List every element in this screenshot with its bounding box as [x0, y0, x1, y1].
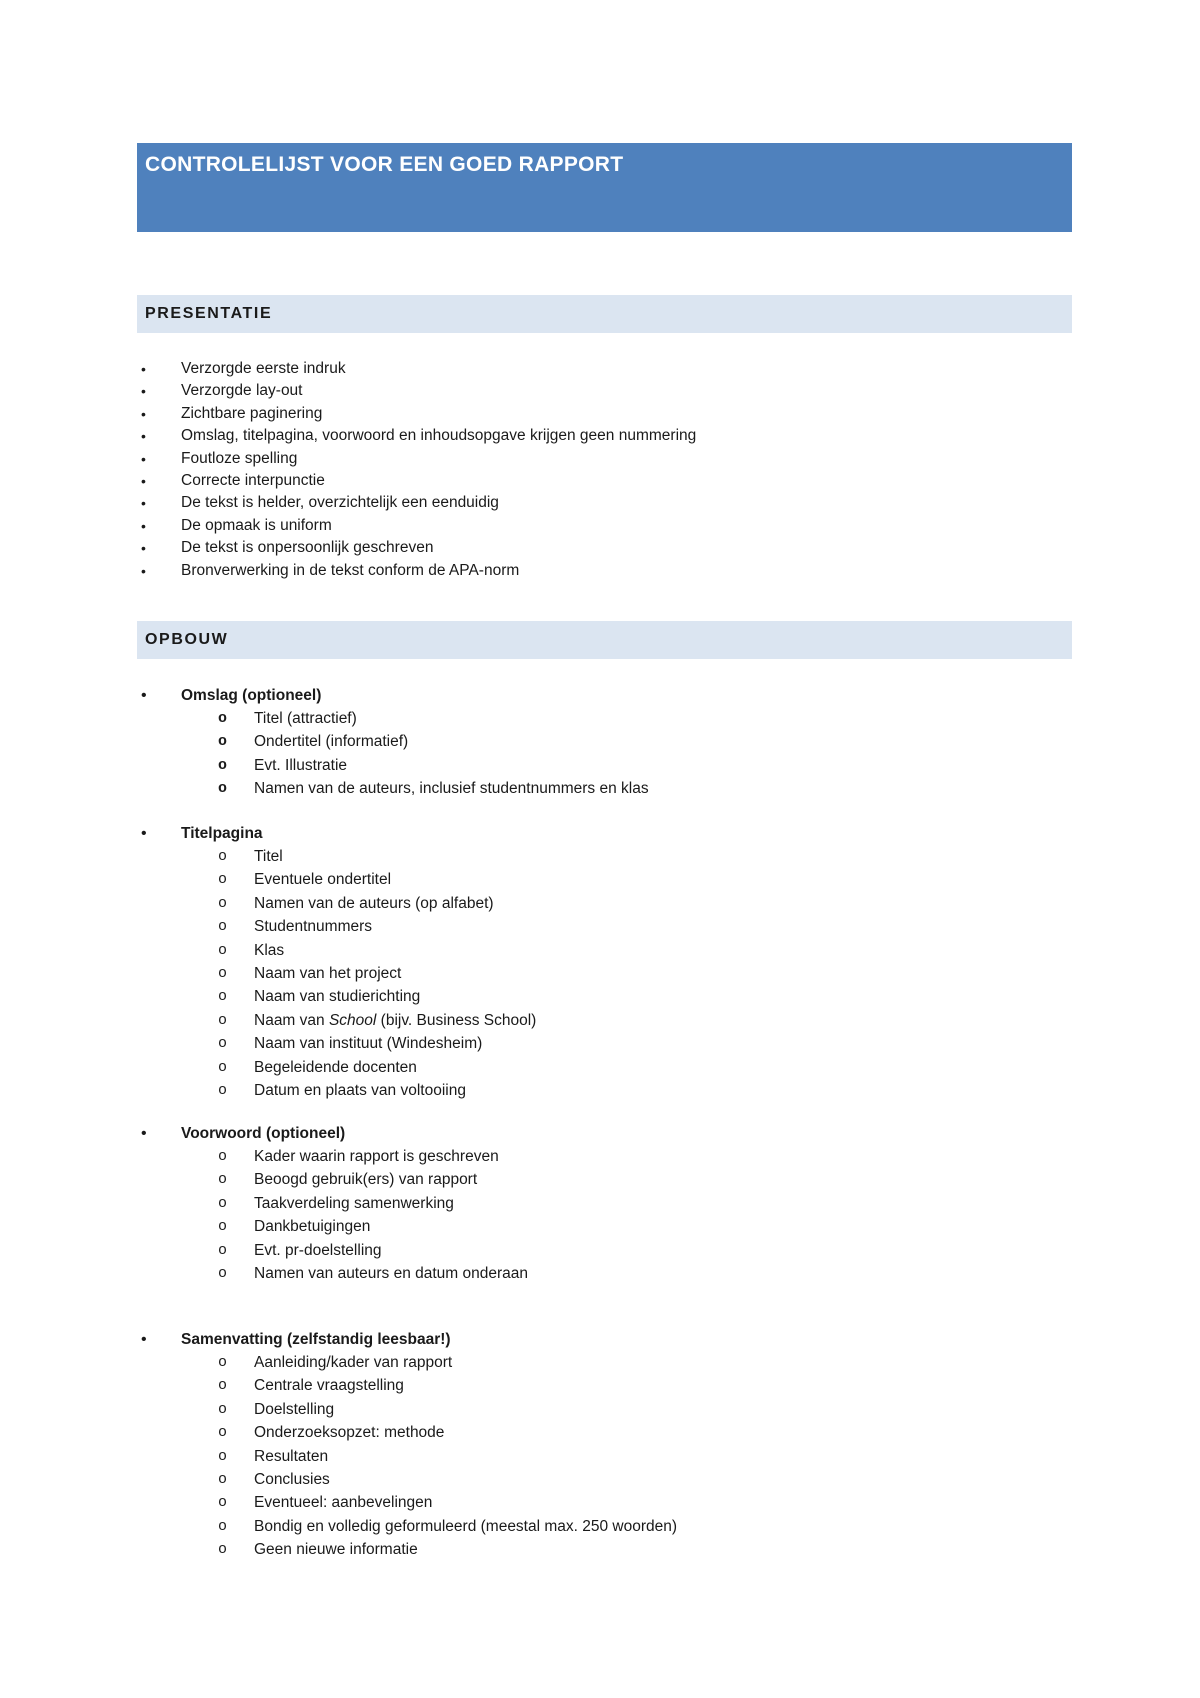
circle-bullet-icon: o	[218, 1264, 228, 1282]
circle-bullet-icon: o	[218, 1218, 228, 1236]
list-item: • De tekst is helder, overzichtelijk een eenduidig	[0, 492, 1200, 514]
sub-list-item: o Eventuele ondertitel	[0, 868, 1200, 891]
sub-list-item: o Begeleidende docenten	[0, 1056, 1200, 1079]
bullet-icon: •	[141, 687, 147, 704]
bullet-icon: •	[141, 825, 147, 842]
circle-bullet-icon: o	[218, 1377, 228, 1395]
bullet-icon: •	[141, 1125, 147, 1142]
circle-bullet-icon: o	[218, 1035, 228, 1053]
bullet-icon: •	[141, 405, 146, 422]
bullet-icon: •	[141, 383, 146, 400]
outline-group-samenvatting	[0, 1328, 1200, 1562]
bullet-icon: •	[141, 1331, 147, 1348]
sub-list-item: o Resultaten	[0, 1445, 1200, 1468]
sub-list-item: o Beoogd gebruik(ers) van rapport	[0, 1168, 1200, 1191]
list-item: • Foutloze spelling	[0, 448, 1200, 470]
circle-bullet-icon: o	[218, 848, 228, 865]
circle-bullet-icon: o	[218, 1447, 228, 1465]
sub-list-item: o Geen nieuwe informatie	[0, 1538, 1200, 1561]
sub-list-item: o Naam van studierichting	[0, 985, 1200, 1008]
circle-bullet-icon: o	[218, 941, 228, 959]
circle-bullet-icon: o	[218, 1148, 228, 1165]
circle-bullet-icon: o	[218, 1470, 228, 1488]
sub-list-item: o Centrale vraagstelling	[0, 1374, 1200, 1397]
sub-list-item: o Datum en plaats van voltooiing	[0, 1079, 1200, 1102]
list-item: • Voorwoord (optioneel)	[0, 1122, 1200, 1145]
bullet-icon: •	[141, 361, 146, 377]
section-header-presentatie	[137, 295, 1072, 333]
outline-group-voorwoord	[0, 1122, 1200, 1285]
outline-group-titelpagina	[0, 822, 1200, 1102]
list-item: • Verzorgde lay-out	[0, 380, 1200, 402]
circle-bullet-icon: o	[218, 1494, 228, 1512]
presentatie-list	[0, 358, 1200, 582]
sub-list-item: o Naam van het project	[0, 962, 1200, 985]
sub-list-item: o Titel	[0, 845, 1200, 868]
circle-bullet-icon: o	[218, 1171, 228, 1189]
sub-list-item: o Ondertitel (informatief)	[0, 730, 1200, 753]
bullet-icon: •	[141, 450, 146, 467]
sub-list-item: o Eventueel: aanbevelingen	[0, 1491, 1200, 1514]
sub-list-item: o Klas	[0, 939, 1200, 962]
circle-bullet-icon: o	[218, 894, 228, 912]
circle-bullet-icon: o	[218, 1011, 228, 1029]
sub-list-item: o Bondig en volledig geformuleerd (meestal max. 250 woorden)	[0, 1515, 1200, 1538]
sub-list-item: o Dankbetuigingen	[0, 1215, 1200, 1238]
list-item: • Bronverwerking in de tekst conform de APA-norm	[0, 560, 1200, 582]
circle-bullet-icon: o	[218, 710, 228, 727]
circle-bullet-icon: o	[218, 1517, 228, 1535]
outline-group-omslag	[0, 684, 1200, 801]
sub-list-item: o Naam van instituut (Windesheim)	[0, 1032, 1200, 1055]
sub-list-item: o Namen van de auteurs (op alfabet)	[0, 892, 1200, 915]
circle-bullet-icon: o	[218, 1541, 228, 1559]
document-title: CONTROLELIJST VOOR EEN GOED RAPPORT	[145, 153, 624, 176]
sub-list-item: o Naam van School (bijv. Business School)	[0, 1009, 1200, 1032]
section-title: OPBOUW	[145, 631, 229, 648]
sub-list-item: o Conclusies	[0, 1468, 1200, 1491]
circle-bullet-icon: o	[218, 780, 228, 798]
circle-bullet-icon: o	[218, 1354, 228, 1371]
circle-bullet-icon: o	[218, 756, 228, 774]
sub-list-item: o Titel (attractief)	[0, 707, 1200, 730]
bullet-icon: •	[141, 562, 146, 579]
sub-list-item: o Onderzoeksopzet: methode	[0, 1421, 1200, 1444]
list-item: • Zichtbare paginering	[0, 403, 1200, 425]
circle-bullet-icon: o	[218, 1241, 228, 1259]
circle-bullet-icon: o	[218, 1058, 228, 1076]
sub-list-item: o Doelstelling	[0, 1398, 1200, 1421]
circle-bullet-icon: o	[218, 1081, 228, 1099]
list-item: • Verzorgde eerste indruk	[0, 358, 1200, 380]
circle-bullet-icon: o	[218, 1194, 228, 1212]
list-item: • Samenvatting (zelfstandig leesbaar!)	[0, 1328, 1200, 1351]
bullet-icon: •	[141, 428, 146, 445]
bullet-icon: •	[141, 540, 146, 557]
title-banner	[137, 143, 1072, 232]
sub-list-item: o Aanleiding/kader van rapport	[0, 1351, 1200, 1374]
circle-bullet-icon: o	[218, 871, 228, 889]
sub-list-item: o Studentnummers	[0, 915, 1200, 938]
bullet-icon: •	[141, 517, 146, 534]
sub-list-item: o Taakverdeling samenwerking	[0, 1192, 1200, 1215]
sub-list-item: o Namen van de auteurs, inclusief studentnummers en klas	[0, 777, 1200, 800]
bullet-icon: •	[141, 472, 146, 489]
bullet-icon: •	[141, 495, 146, 512]
section-title: PRESENTATIE	[145, 305, 273, 322]
sub-list-item: o Evt. pr-doelstelling	[0, 1239, 1200, 1262]
list-item: • Titelpagina	[0, 822, 1200, 845]
sub-list-item: o Kader waarin rapport is geschreven	[0, 1145, 1200, 1168]
list-item: • De tekst is onpersoonlijk geschreven	[0, 537, 1200, 559]
list-item: • Omslag, titelpagina, voorwoord en inhoudsopgave krijgen geen nummering	[0, 425, 1200, 447]
circle-bullet-icon: o	[218, 733, 228, 751]
circle-bullet-icon: o	[218, 988, 228, 1006]
sub-list-item: o Evt. Illustratie	[0, 754, 1200, 777]
sub-list-item: o Namen van auteurs en datum onderaan	[0, 1262, 1200, 1285]
list-item: • Correcte interpunctie	[0, 470, 1200, 492]
circle-bullet-icon: o	[218, 1424, 228, 1442]
circle-bullet-icon: o	[218, 1400, 228, 1418]
circle-bullet-icon: o	[218, 964, 228, 982]
list-item: • Omslag (optioneel)	[0, 684, 1200, 707]
list-item: • De opmaak is uniform	[0, 515, 1200, 537]
circle-bullet-icon: o	[218, 918, 228, 936]
section-header-opbouw	[137, 621, 1072, 659]
